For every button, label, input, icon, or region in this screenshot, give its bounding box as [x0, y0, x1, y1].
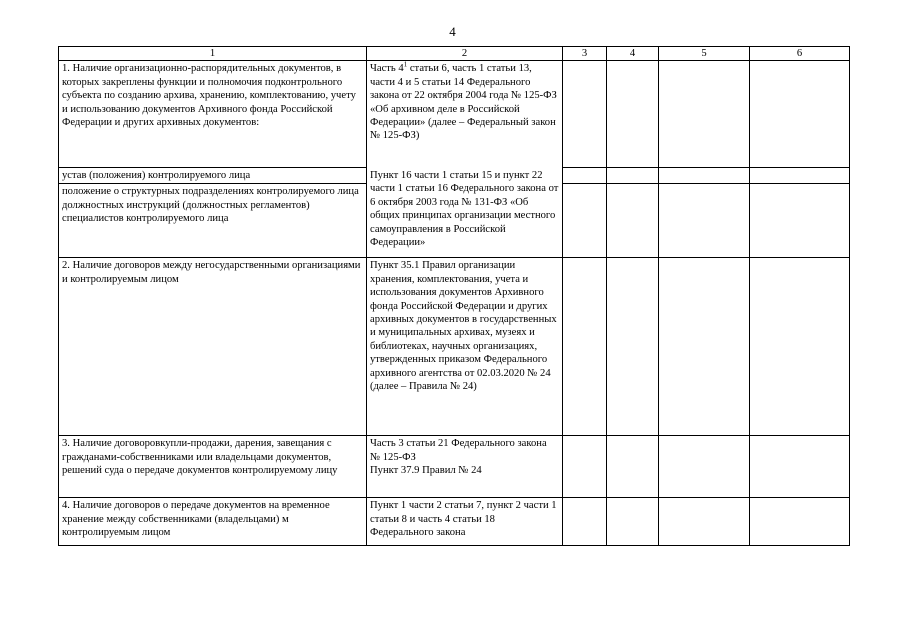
empty-cell — [659, 258, 750, 436]
column-header-5: 5 — [659, 47, 750, 61]
requirement-text: положение о структурных подразделениях контролируемого лица — [62, 186, 359, 198]
legal-basis-cell — [367, 436, 563, 498]
requirement-cell: устав (положения) контролируемого лица — [59, 168, 367, 184]
column-header-6: 6 — [750, 47, 850, 61]
empty-cell — [659, 436, 750, 498]
empty-cell — [607, 184, 659, 258]
empty-cell — [659, 61, 750, 168]
legal-basis-text: Часть 3 статьи 21 Федерального закона № 125-ФЗ — [370, 438, 547, 463]
empty-cell — [750, 436, 850, 498]
requirements-table — [58, 46, 850, 546]
legal-basis-cell: Пункт 16 части 1 статьи 15 и пункт 22 части 1 статьи 16 Федерального закона от 6 октября 2003 года № 131-ФЗ «Об общих принципах организации местного самоуправления в Российской Федерации» — [367, 168, 563, 258]
empty-cell — [659, 184, 750, 258]
legal-basis-cell: Пункт 1 части 2 статьи 7, пункт 2 части 1 статьи 8 и часть 4 статьи 18 Федерального закона — [367, 498, 563, 546]
empty-cell — [659, 498, 750, 546]
empty-cell — [563, 168, 607, 184]
legal-basis-cell: Пункт 35.1 Правил организации хранения, комплектования, учета и использования документов Архивного фонда Российской Федерации и других архивных документов в государственных и муниципальных архивах, музеях и библиотеках, научных организациях, утвержденных приказом Федерального архивного агентства от 02.03.2020 № 24 (далее – Правила № 24) — [367, 258, 563, 436]
legal-basis-cell — [367, 61, 563, 168]
legal-basis-text: Часть $4^1$ статьи 6, часть 1 статьи 13, части 4 и 5 статьи 14 Федерального закона от 22 октября 2004 года № 125-ФЗ «Об архивном деле в Российской Федерации» (далее – Федеральный закон № 125-ФЗ) — [370, 60, 557, 142]
empty-cell — [563, 436, 607, 498]
requirement-cell: 4. Наличие договоров о передаче документов на временное хранение между собственниками (владельцами) м контролируемым лицом — [59, 498, 367, 546]
page-number: 4 — [449, 24, 456, 39]
requirement-cell: 3. Наличие договоровкупли-продажи, дарения, завещания с гражданами-собственниками или владельцами документов, решений суда о передаче документов контролируемому лицу — [59, 436, 367, 498]
column-header-2: 2 — [367, 47, 563, 61]
empty-cell — [750, 498, 850, 546]
empty-cell — [563, 184, 607, 258]
requirement-cell — [59, 184, 367, 258]
empty-cell — [607, 61, 659, 168]
empty-cell — [750, 184, 850, 258]
table-row — [59, 61, 850, 168]
requirement-cell: 1. Наличие организационно-распорядительных документов, в которых закреплены функции и полномочия подконтрольного субъекта по созданию архива, хранению, комплектованию, учету и использованию документов Архивного фонда Российской Федерации и других архивных документов: — [59, 61, 367, 168]
empty-cell — [750, 168, 850, 184]
empty-cell — [659, 168, 750, 184]
empty-cell — [563, 498, 607, 546]
legal-basis-text: Пункт 37.9 Правил № 24 — [370, 465, 482, 477]
empty-cell — [750, 258, 850, 436]
empty-cell — [750, 61, 850, 168]
empty-cell — [607, 258, 659, 436]
table-row — [59, 498, 850, 546]
empty-cell — [563, 61, 607, 168]
column-header-4: 4 — [607, 47, 659, 61]
table-row — [59, 168, 850, 184]
column-header-1: 1 — [59, 47, 367, 61]
table-row — [59, 258, 850, 436]
empty-cell — [607, 168, 659, 184]
requirement-text: должностных инструкций (должностных регламентов) специалистов контролируемого лица — [62, 199, 310, 225]
empty-cell — [607, 498, 659, 546]
empty-cell — [563, 258, 607, 436]
empty-cell — [607, 436, 659, 498]
requirement-cell: 2. Наличие договоров между негосударственными организациями и контролируемым лицом — [59, 258, 367, 436]
table-row — [59, 436, 850, 498]
header-row — [59, 47, 850, 61]
column-header-3: 3 — [563, 47, 607, 61]
